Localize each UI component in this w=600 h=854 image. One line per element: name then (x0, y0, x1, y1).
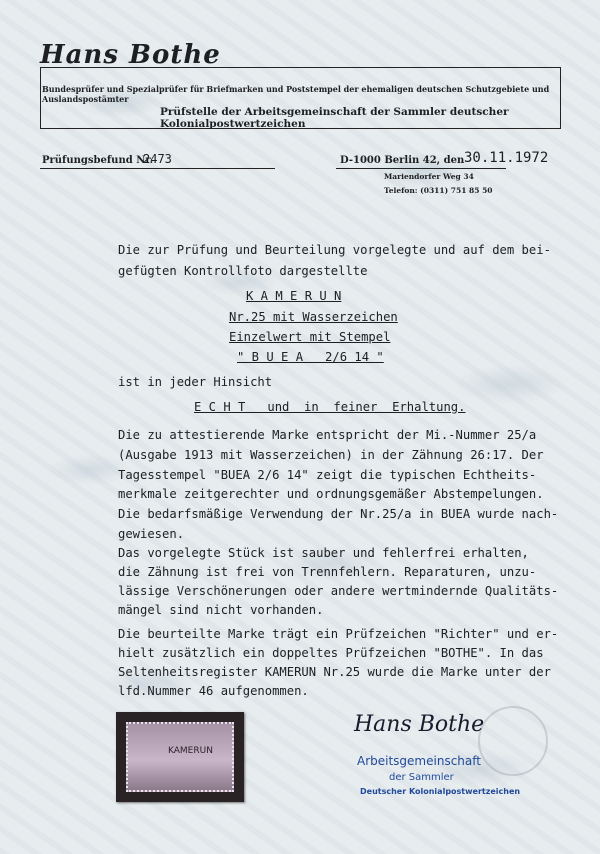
paragraph-2-line: die Zähnung ist frei von Trennfehlern. Reparaturen, unzu- (118, 565, 537, 579)
street-address: Mariendorfer Weg 34 (384, 172, 474, 181)
item-country: K A M E R U N (246, 289, 342, 303)
intro-line-2: gefügten Kontrollfoto dargestellte (118, 264, 368, 278)
item-number: Nr.25 mit Wasserzeichen (229, 310, 398, 324)
paragraph-1-line: Tagesstempel "BUEA 2/6 14" zeigt die typischen Echtheits- (118, 468, 537, 482)
paragraph-2-line: mängel sind nicht vorhanden. (118, 603, 324, 617)
date: 30.11.1972 (464, 150, 549, 166)
signature-stamp-line-2: der Sammler (389, 772, 454, 783)
item-postmark: " B U E A 2/6 14 " (237, 350, 384, 364)
report-number-label: Prüfungsbefund Nr. (42, 155, 154, 166)
paragraph-1-line: Die zu attestierende Marke entspricht der Mi.-Nummer 25/a (118, 428, 537, 442)
paragraph-3-line: Die beurteilte Marke trägt ein Prüfzeichen "Richter" und er- (118, 627, 559, 641)
paragraph-1-line: Die bedarfsmäßige Verwendung der Nr.25/a in BUEA wurde nach- (118, 507, 559, 521)
verdict-intro: ist in jeder Hinsicht (118, 375, 273, 389)
paragraph-3-line: Seltenheitsregister KAMERUN Nr.25 wurde die Marke unter der (118, 665, 551, 679)
embossed-seal (478, 706, 548, 776)
item-kind: Einzelwert mit Stempel (229, 330, 391, 344)
intro-line-1: Die zur Prüfung und Beurteilung vorgelegte und auf dem bei- (118, 243, 551, 257)
letterhead-name: Hans Bothe (40, 40, 221, 70)
date-underline (336, 168, 506, 169)
letterhead-institution: Prüfstelle der Arbeitsgemeinschaft der Sammler deutscher Kolonialpostwertzeichen (160, 106, 509, 130)
signature-stamp-line-3: Deutscher Kolonialpostwertzeichen (360, 787, 521, 796)
paragraph-1-line: merkmale zeitgerechter und ordnungsgemäßer Abstempelungen. (118, 487, 544, 501)
stamp-image (126, 722, 234, 792)
handwritten-signature: Hans Bothe (354, 712, 485, 737)
report-number-underline (40, 168, 275, 169)
stamp-photo (116, 712, 244, 802)
paragraph-1-line: (Ausgabe 1913 mit Wasserzeichen) in der Zähnung 26:17. Der (118, 448, 544, 462)
verdict: E C H T und in feiner Erhaltung. (194, 400, 466, 414)
report-number: 2473 (143, 152, 172, 166)
letterhead-subtitle: Bundesprüfer und Spezialprüfer für Briefmarken und Poststempel der ehemaligen deutschen Schutzgebiete und Auslandspostämter (42, 84, 550, 104)
stamp-text: KAMERUN (168, 746, 213, 756)
paragraph-2-line: lässige Verschönerungen oder andere wertmindernde Qualitäts- (118, 584, 559, 598)
paragraph-1-line: gewiesen. (118, 527, 185, 541)
paragraph-3-line: lfd.Nummer 46 aufgenommen. (118, 684, 309, 698)
phone-number: Telefon: (0311) 751 85 50 (384, 186, 493, 195)
paragraph-3-line: hielt zusätzlich ein doppeltes Prüfzeichen "BOTHE". In das (118, 646, 544, 660)
paragraph-2-line: Das vorgelegte Stück ist sauber und fehlerfrei erhalten, (118, 546, 529, 560)
signature-stamp-line-1: Arbeitsgemeinschaft (357, 754, 481, 768)
place-label: D-1000 Berlin 42, den (340, 155, 465, 166)
